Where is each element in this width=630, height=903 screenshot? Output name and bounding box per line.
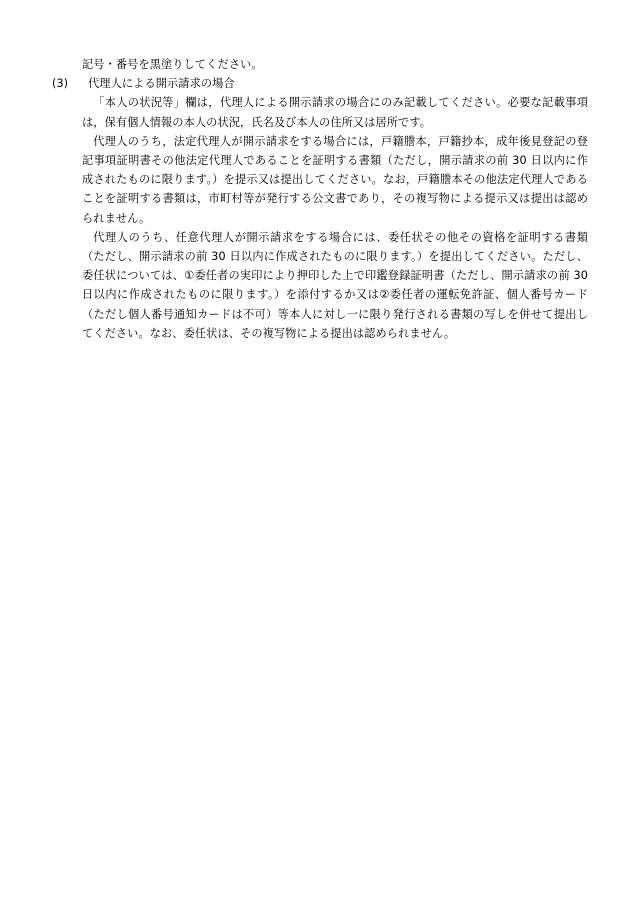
paragraph-voluntary-representative: 代理人のうち、任意代理人が開示請求をする場合には、委任状その他その資格を証明する書類（ただし、開示請求の前 30 日以内に作成されたものに限ります。）を提出してください。ただし、委任状については、①委任者の実印により押印した上で印鑑登録証明書（ただし、開示請求の前 30 日以内に作成されたものに限ります。）を添付するか又は②委任者の運転免許証、個人番号カード（ただし個人番号通知カードは不可）等本人に対し一に限り発行される書類の写しを併せて提出してください。なお、委任状は、その複写物による提出は認められません。 <box>82 230 588 340</box>
document-body <box>52 55 588 343</box>
section-number: (3) <box>52 77 69 91</box>
section-title: 代理人による開示請求の場合 <box>88 77 235 91</box>
paragraph-status-field: 「本人の状況等」欄は，代理人による開示請求の場合にのみ記載してください。必要な記載事項は，保有個人情報の本人の状況，氏名及び本人の住所又は居所です。 <box>82 96 588 129</box>
section-heading <box>52 74 588 93</box>
paragraph-legal-representative: 代理人のうち，法定代理人が開示請求をする場合には，戸籍謄本，戸籍抄本，成年後見登記の登記事項証明書その他法定代理人であることを証明する書類（ただし，開示請求の前 30 日以内に作成されたものに限ります。）を提示又は提出してください。なお，戸籍謄本その他法定代理人であることを証明する書類は，市町村等が発行する公文書であり，その複写物による提示又は提出は認められません。 <box>82 134 588 225</box>
lead-line: 記号・番号を黒塗りしてください。 <box>82 58 263 71</box>
